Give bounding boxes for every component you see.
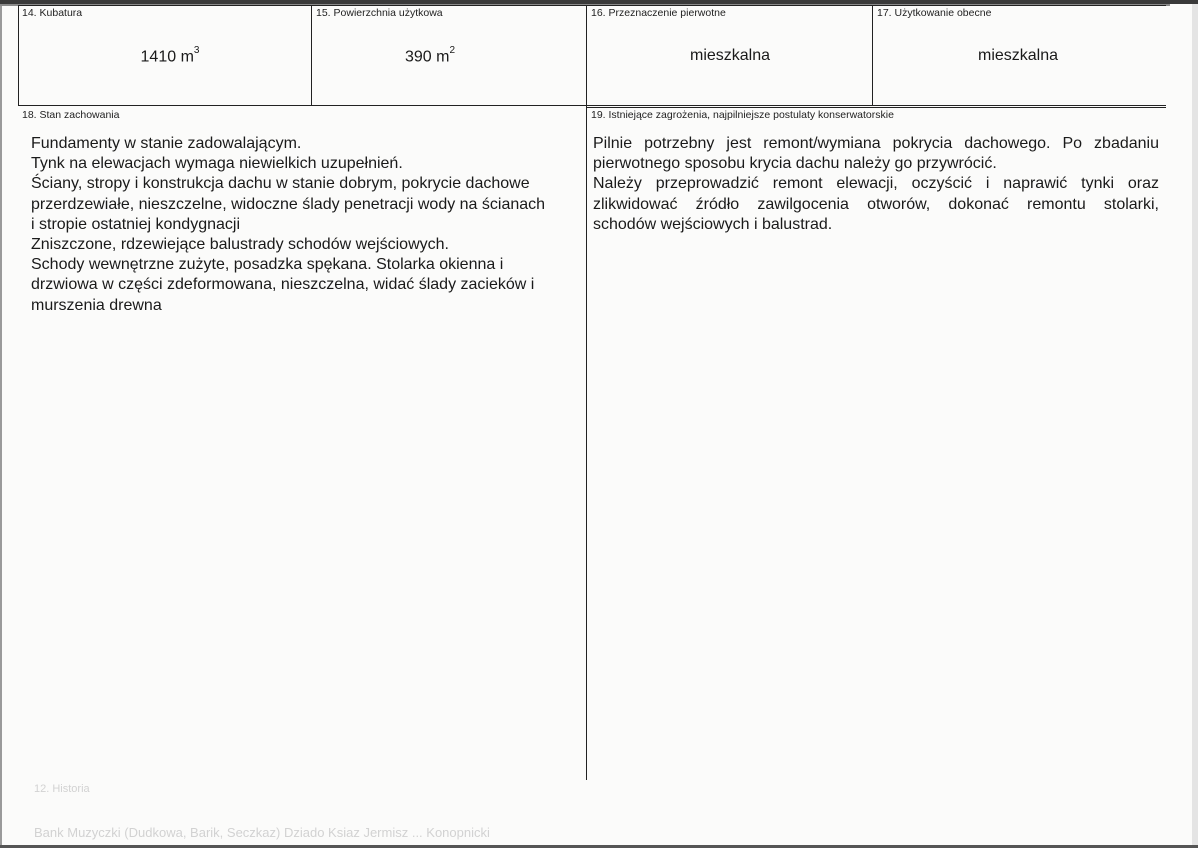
field-value: 390 $m^2$	[404, 45, 456, 66]
field-label: 18. Stan zachowania	[22, 109, 120, 121]
field-label: 19. Istniejące zagrożenia, najpilniejsze postulaty konserwatorskie	[591, 109, 894, 121]
field-text	[593, 134, 1159, 235]
text-line: Pilnie potrzebny jest remont/wymiana pokrycia dachowego. Po zbadaniu	[593, 135, 1159, 152]
table-border-left	[18, 5, 19, 106]
text-line: Tynk na elewacjach wymaga niewielkich uzupełnień.	[31, 155, 403, 173]
text-line: murszenia drewna	[31, 296, 162, 314]
scan-edge-right	[1192, 0, 1198, 848]
field-label: 15. Powierzchnia użytkowa	[316, 7, 443, 19]
text-line: Zniszczone, rdzewiejące balustrady schodów wejściowych.	[31, 236, 449, 254]
field-label: 16. Przeznaczenie pierwotne	[591, 7, 726, 19]
row-divider	[18, 105, 1166, 106]
scan-edge-left	[0, 0, 2, 848]
field-value: mieszkalna	[689, 47, 771, 64]
row-divider-right	[586, 107, 1166, 108]
text-line: i stropie ostatniej kondygnacji	[31, 215, 241, 233]
field-value: mieszkalna	[977, 47, 1059, 64]
bleed-through-text: Bank Muzyczki (Dudkowa, Barik, Seczkaz) Dziado Ksiaz Jermisz ... Konopnicki	[34, 825, 490, 840]
bleed-through-label: 12. Historia	[34, 783, 90, 795]
text-line: Schody wewnętrzne zużyte, posadzka spękana. Stolarka okienna i	[31, 256, 504, 274]
field-text	[31, 134, 581, 316]
divider-center	[586, 5, 587, 780]
field-label: 14. Kubatura	[22, 7, 83, 19]
divider-16-17	[872, 5, 873, 106]
divider-14-15	[311, 5, 312, 106]
text-line: Ściany, stropy i konstrukcja dachu w stanie dobrym, pokrycie dachowe	[31, 175, 530, 193]
text-line: przerdzewiałe, nieszczelne, widoczne ślady penetracji wody na ścianach	[31, 195, 546, 213]
field-label: 17. Użytkowanie obecne	[877, 7, 992, 19]
field-value: 1410 $m^3$	[140, 45, 200, 66]
text-line: schodów wejściowych i balustrad.	[593, 215, 833, 233]
text-line: Fundamenty w stanie zadowalającym.	[31, 135, 302, 152]
text-line: pierwotnego sposobu krycia dachu należy go przywrócić.	[593, 155, 997, 173]
text-line: zlikwidować źródło zawilgocenia otworów, dokonać remontu stolarki,	[593, 195, 1159, 213]
table-border-top	[18, 5, 1166, 6]
text-line: drzwiowa w części zdeformowana, nieszczelna, widać ślady zacieków i	[31, 276, 535, 294]
text-line: Należy przeprowadzić remont elewacji, oczyścić i naprawić tynki oraz	[593, 175, 1159, 193]
